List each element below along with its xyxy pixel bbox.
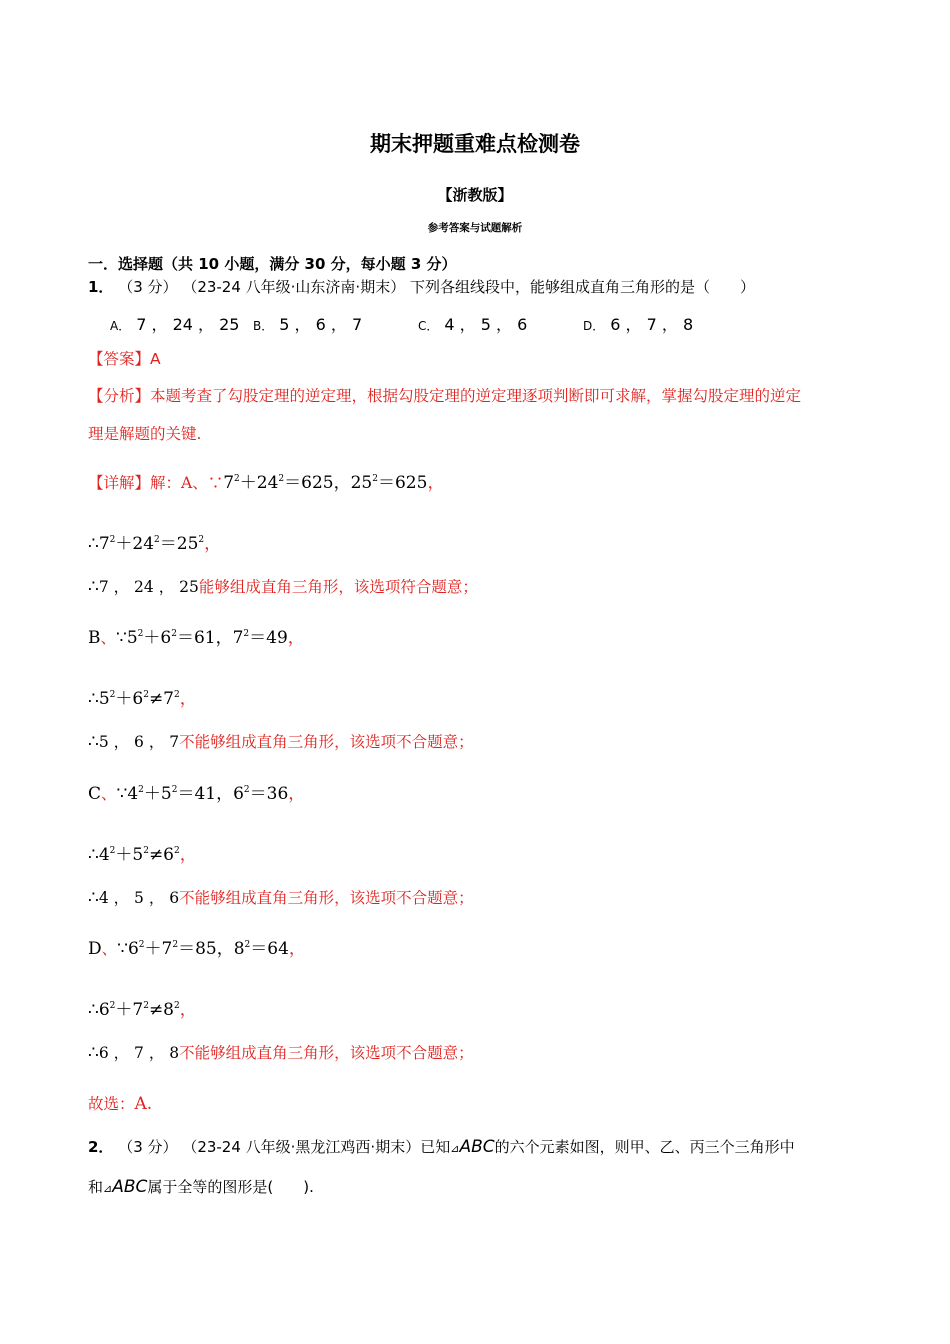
detail-b-inequality: $\therefore 5^2+6^2\ne 7^2$， [88, 689, 197, 709]
conclusion-text: 不能够组成直角三角形，该选项不合题意； [179, 889, 474, 907]
segment-set: 6 ， 7 ， 8 [98, 1044, 180, 1062]
detail-c-inequality: $\therefore 4^2+5^2\ne 6^2$， [88, 845, 197, 865]
segment-set: 5 ， 6 ， 7 [98, 733, 180, 751]
detail-intro: 解：A、∵ [150, 474, 224, 492]
analysis-line-2: 理是解题的关键. [88, 425, 202, 443]
final-answer [88, 1092, 152, 1114]
question-source: （23-24 八年级·黑龙江鸡西·期末） [182, 1138, 421, 1156]
question-text: 属于全等的图形是( ). [147, 1178, 314, 1196]
detail-b-conclusion: ∴5 ， 6 ， 7不能够组成直角三角形，该选项不合题意； [88, 732, 474, 752]
detail-d-given: D、$\because 6^2+7^2=85$，$8^2=64$， [88, 939, 306, 959]
option-text: 6 ， 7 ， 8 [610, 315, 694, 334]
detail-d-conclusion: ∴6 ， 7 ， 8不能够组成直角三角形，该选项不合题意； [88, 1043, 474, 1063]
option-letter: D． [583, 319, 605, 333]
option-b [253, 312, 362, 335]
option-letter: B． [253, 319, 274, 333]
question-2-line-2: 和⊿ABC属于全等的图形是( ). [88, 1177, 314, 1197]
question-2-stem: 2． （3 分） （23-24 八年级·黑龙江鸡西·期末）已知⊿ABC的六个元素如图，则甲、乙、丙三个三角形中 [88, 1137, 795, 1157]
conclusion-text: 不能够组成直角三角形，该选项不合题意； [179, 1044, 474, 1062]
question-1-stem [88, 276, 755, 297]
triangle-name: ABC [112, 1177, 148, 1197]
question-number: 2． [88, 1138, 114, 1156]
analysis-line-1 [88, 384, 801, 406]
segment-set: 7 ， 24 ， 25 [98, 578, 199, 596]
final-value: A. [134, 1094, 153, 1114]
option-letter: C． [418, 319, 439, 333]
detail-a-given: 【详解】解：A、$\because 7^2+24^2=625$，$25^2=625$， [88, 473, 445, 493]
answer-line [88, 347, 161, 369]
option-text: 7 ， 24 ， 25 [136, 315, 240, 334]
option-text: 5 ， 6 ， 7 [279, 315, 363, 334]
question-score: （3 分） [118, 1138, 178, 1156]
detail-c-given: C、$\because 4^2+5^2=41$，$6^2=36$， [88, 784, 306, 804]
question-text: 的六个元素如图，则甲、乙、丙三个三角形中 [494, 1138, 795, 1156]
question-text: 已知 [420, 1138, 451, 1156]
detail-c-conclusion: ∴4 ， 5 ， 6不能够组成直角三角形，该选项不合题意； [88, 888, 474, 908]
detail-a-equation: $\therefore 7^2+24^2=25^2$， [88, 534, 222, 554]
question-text: 和 [88, 1178, 104, 1196]
question-score: （3 分） [118, 278, 178, 296]
conclusion-text: 不能够组成直角三角形，该选项不合题意； [179, 733, 474, 751]
detail-b-given: B、$\because 5^2+6^2=61$，$7^2=49$， [88, 628, 305, 648]
section-heading: 一．选择题（共 10 小题，满分 30 分，每小题 3 分） [88, 255, 457, 273]
option-a [110, 312, 239, 335]
analysis-label: 【分析】 [88, 387, 151, 405]
detail-d-inequality: $\therefore 6^2+7^2\ne 8^2$， [88, 1000, 197, 1020]
analysis-text: 本题考查了勾股定理的逆定理，根据勾股定理的逆定理逐项判断即可求解，掌握勾股定理的逆定 [150, 387, 802, 405]
triangle-name: ABC [459, 1137, 495, 1157]
final-label: 故选： [88, 1095, 135, 1113]
answer-label: 【答案】 [88, 350, 151, 368]
question-text: 下列各组线段中，能够组成直角三角形的是（ ） [410, 278, 756, 296]
answer-value: A [150, 350, 161, 368]
question-source: （23-24 八年级·山东济南·期末） [182, 278, 406, 296]
option-d [583, 312, 693, 335]
edition-label: 【浙教版】 [437, 186, 513, 204]
option-text: 4 ， 5 ， 6 [444, 315, 528, 334]
detail-label: 【详解】 [88, 474, 151, 492]
page-title: 期末押题重难点检测卷 [370, 132, 580, 156]
option-c [418, 312, 527, 335]
option-letter: A． [110, 319, 131, 333]
question-number: 1． [88, 278, 114, 296]
subtitle: 参考答案与试题解析 [427, 222, 523, 234]
conclusion-text: 能够组成直角三角形，该选项符合题意； [198, 578, 478, 596]
detail-a-conclusion: ∴7 ， 24 ， 25能够组成直角三角形，该选项符合题意； [88, 577, 478, 597]
segment-set: 4 ， 5 ， 6 [98, 889, 180, 907]
